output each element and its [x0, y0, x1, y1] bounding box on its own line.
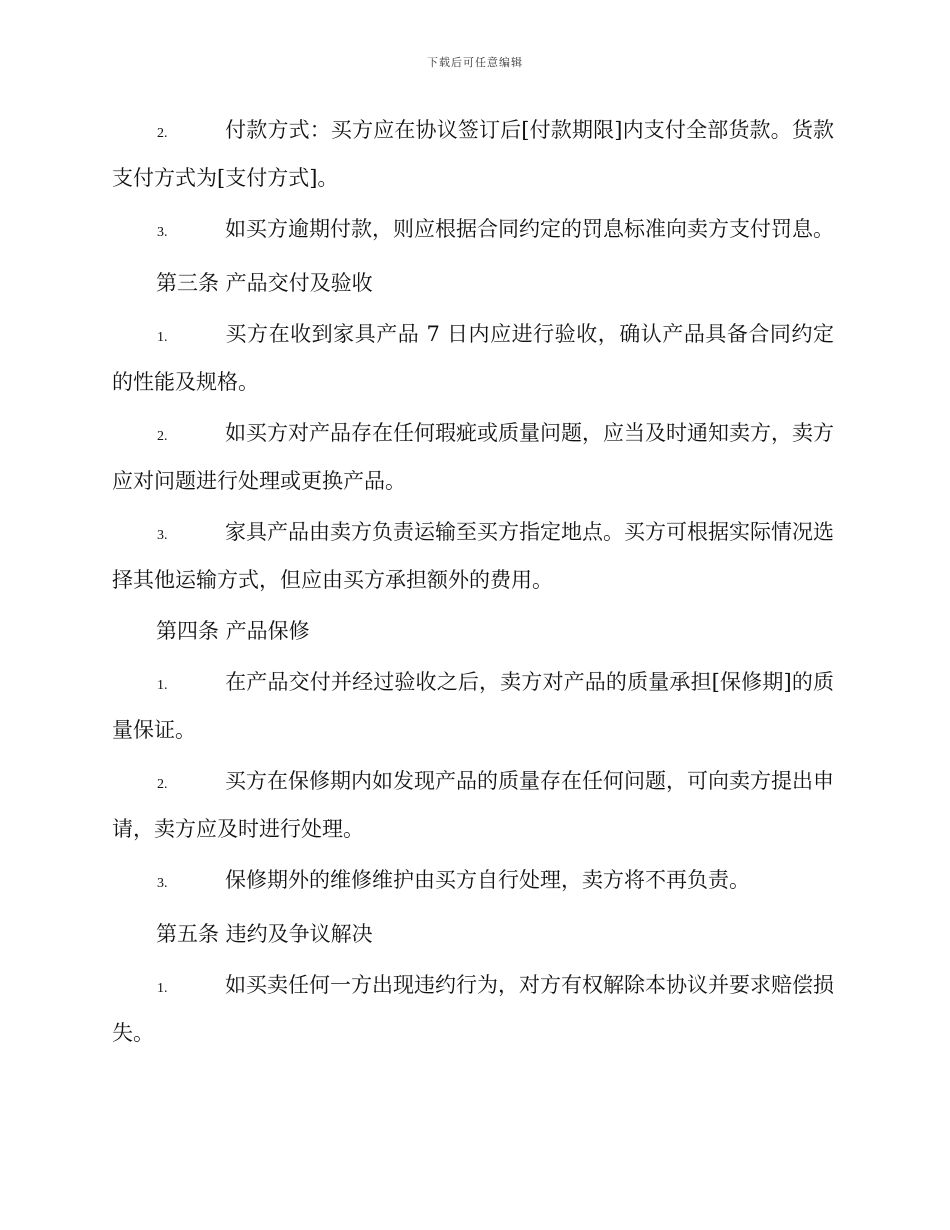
clause-text: 在产品交付并经过验收之后，卖方对产品的质量承担[保修期]的质量保证。: [112, 670, 834, 742]
clause-item: [112, 510, 834, 603]
article-heading: 第四条 产品保修: [156, 619, 310, 643]
clause-number: 2.: [157, 777, 168, 792]
clause-item: [112, 108, 834, 201]
clause-text: 如买方对产品存在任何瑕疵或质量问题，应当及时通知卖方，卖方应对问题进行处理或更换产品。: [112, 421, 834, 493]
clause-number: 3.: [157, 225, 168, 240]
clause-item: [112, 759, 834, 852]
document-body: [112, 108, 834, 1062]
clause-item: [112, 858, 834, 906]
clause-number: 1.: [157, 981, 168, 996]
clause-number: 1.: [157, 330, 168, 345]
clause-text: 买方在保修期内如发现产品的质量存在任何问题，可向卖方提出申请，卖方应及时进行处理。: [112, 769, 834, 841]
clause-text: 付款方式：买方应在协议签订后[付款期限]内支付全部货款。货款支付方式为[支付方式]。: [112, 118, 834, 190]
clause-text: 家具产品由卖方负责运输至买方指定地点。买方可根据实际情况选择其他运输方式，但应由买方承担额外的费用。: [112, 520, 834, 592]
article-heading: 第五条 违约及争议解决: [156, 922, 373, 946]
clause-number: 2.: [157, 429, 168, 444]
page-header: 下载后可任意编辑: [427, 56, 523, 69]
clause-number: 2.: [157, 126, 168, 141]
clause-number: 3.: [157, 528, 168, 543]
clause-text: 保修期外的维修维护由买方自行处理，卖方将不再负责。: [225, 868, 750, 892]
clause-number: 3.: [157, 876, 168, 891]
clause-number: 1.: [157, 678, 168, 693]
clause-item: [112, 312, 834, 405]
clause-item: [112, 963, 834, 1056]
clause-item: [112, 207, 834, 255]
clause-item: [112, 411, 834, 504]
clause-text: 如买卖任何一方出现违约行为，对方有权解除本协议并要求赔偿损失。: [112, 973, 834, 1045]
clause-text: 如买方逾期付款，则应根据合同约定的罚息标准向卖方支付罚息。: [225, 217, 834, 241]
clause-item: [112, 660, 834, 753]
article-heading: 第三条 产品交付及验收: [156, 271, 373, 295]
clause-text: 买方在收到家具产品 7 日内应进行验收，确认产品具备合同约定的性能及规格。: [112, 322, 834, 394]
